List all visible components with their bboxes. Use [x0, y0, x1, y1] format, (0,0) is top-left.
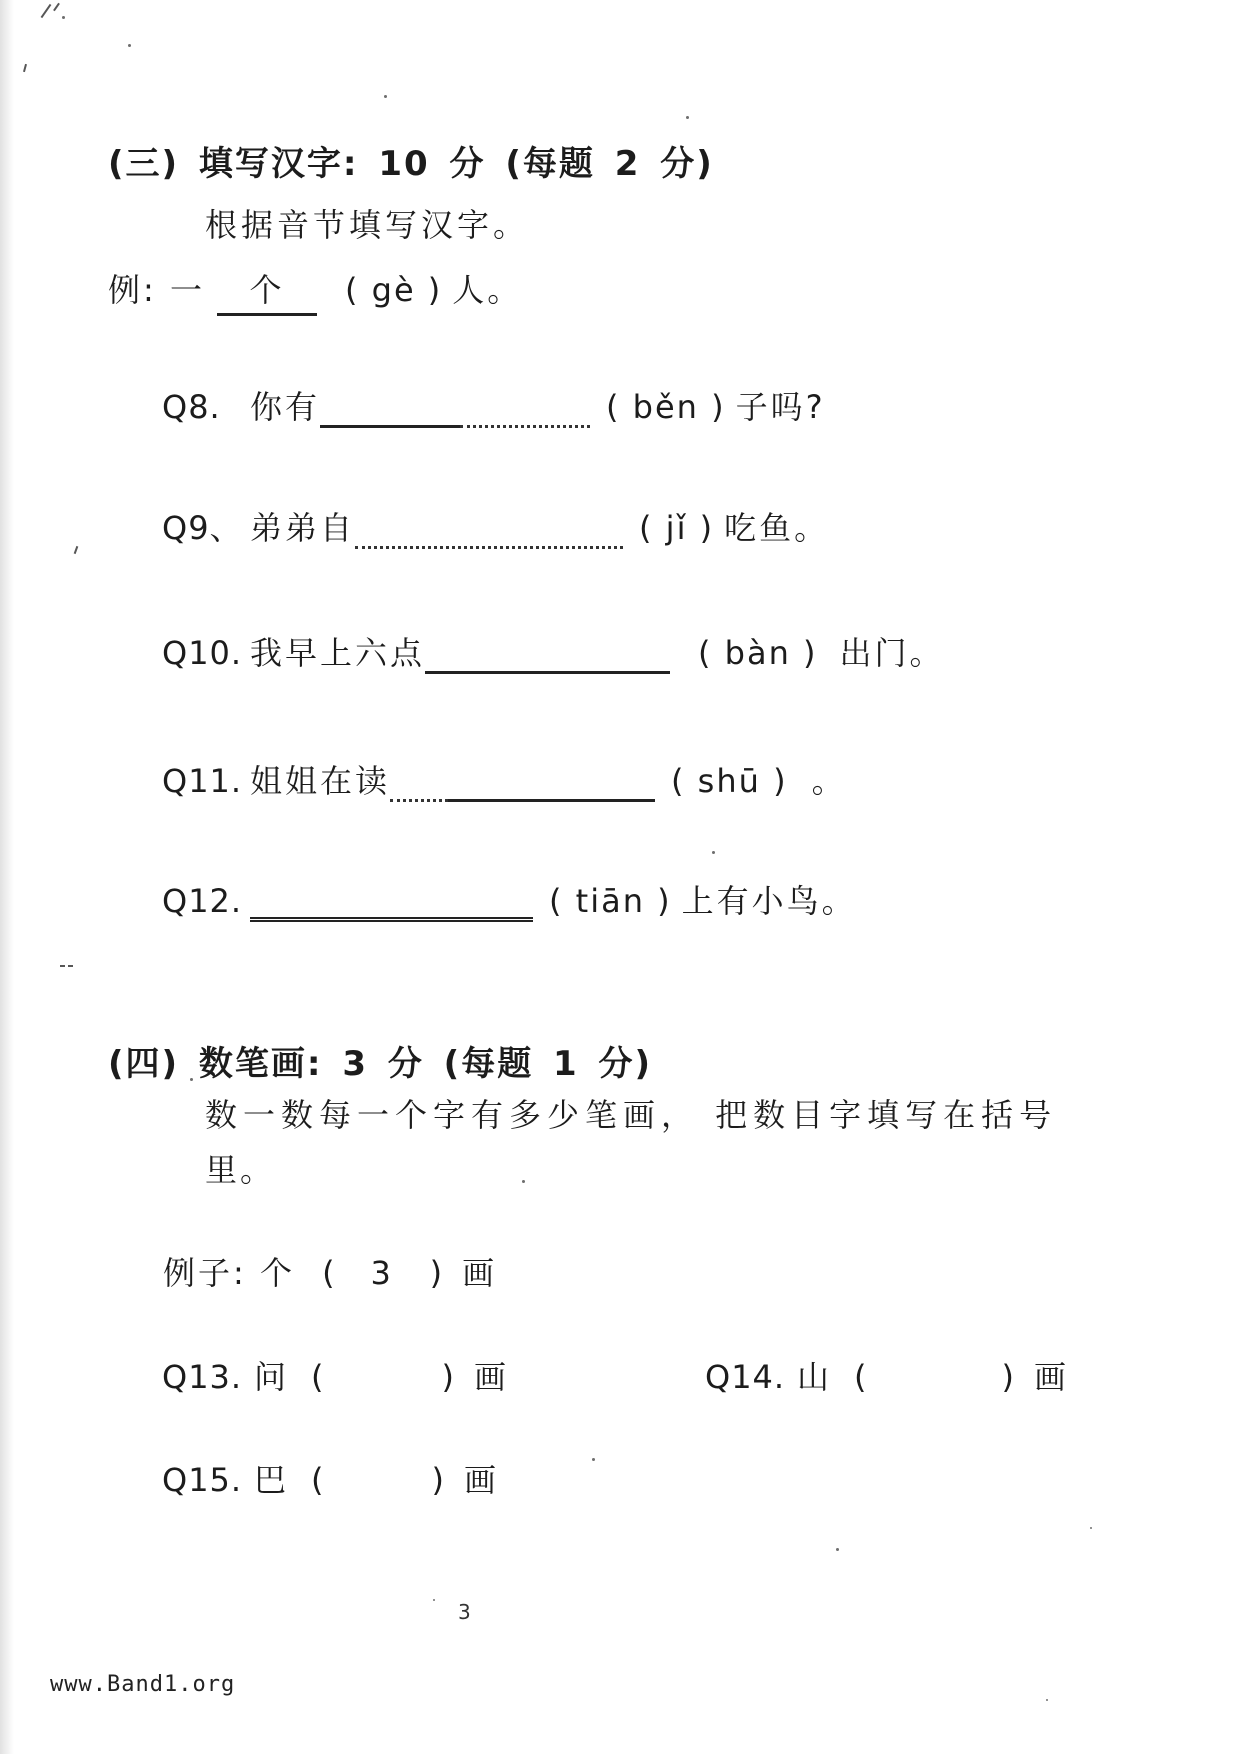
scan-artifact	[74, 546, 79, 554]
example-pinyin: ( gè )	[344, 271, 443, 309]
scan-speck	[522, 1180, 525, 1183]
stroke-unit: 画	[463, 1461, 499, 1499]
paren-close: )	[1001, 1358, 1014, 1396]
section3-instruction: 根据音节填写汉字。	[205, 206, 530, 244]
pinyin-hint: ( bàn )	[698, 634, 818, 672]
stroke-example-prefix: 例子: 个	[163, 1254, 295, 1292]
stroke-unit: 画	[1033, 1358, 1069, 1396]
question-number: Q10.	[162, 634, 243, 672]
question-number: Q8.	[162, 388, 221, 426]
stroke-question-row-q13	[162, 1352, 509, 1398]
stroke-unit: 画	[462, 1254, 498, 1292]
paren-open: (	[311, 1461, 324, 1499]
section4-instruction-line1: 数一数每一个字有多少笔画， 把数目字填写在括号	[205, 1096, 1058, 1134]
example-prefix: 例: 一	[108, 271, 205, 309]
question-pre-text: 弟弟自	[250, 509, 356, 547]
stroke-char: 山	[797, 1358, 833, 1396]
paren-open: (	[854, 1358, 867, 1396]
question-post-text: 吃鱼。	[724, 509, 830, 547]
question-post-text: 出门。	[839, 634, 945, 672]
question-pre-text: 你有	[250, 388, 321, 426]
stroke-question-row-q14	[705, 1352, 1069, 1398]
answer-blank	[390, 762, 655, 802]
pinyin-hint: ( shū )	[671, 762, 788, 800]
question-number: Q15.	[162, 1461, 243, 1499]
answer-blank	[320, 388, 590, 428]
question-number: Q11.	[162, 762, 243, 800]
pinyin-hint: ( běn )	[606, 388, 726, 426]
scan-speck	[1090, 1527, 1092, 1529]
question-row-q10	[162, 628, 945, 674]
scan-speck	[1046, 1699, 1048, 1701]
answer-blank	[355, 509, 623, 549]
question-row-q9	[162, 503, 829, 549]
scan-artifact	[41, 4, 52, 18]
question-row-q11	[162, 756, 847, 802]
stroke-example-line	[163, 1248, 497, 1294]
question-post-text: 子吗?	[735, 388, 826, 426]
pinyin-hint: ( jǐ )	[639, 509, 715, 547]
stroke-char: 问	[254, 1358, 290, 1396]
question-number: Q14.	[705, 1358, 786, 1396]
scan-speck	[128, 44, 131, 47]
section4-instruction-line2: 里。	[205, 1151, 276, 1189]
stroke-question-row-q15	[162, 1455, 499, 1501]
example-answer-underline: 个	[217, 265, 317, 316]
pinyin-hint: ( tiān )	[549, 882, 672, 920]
stroke-example-value: 3	[370, 1254, 394, 1292]
question-number: Q9、	[162, 509, 243, 547]
paren-open: (	[311, 1358, 324, 1396]
question-post-text: 。	[811, 762, 847, 800]
scan-speck	[592, 1458, 595, 1461]
section4-heading: (四) 数笔画: 3 分 (每题 1 分)	[108, 1044, 653, 1084]
scan-speck	[433, 1599, 435, 1601]
question-row-q8	[162, 382, 826, 428]
scan-artifact	[23, 64, 27, 72]
scan-artifact	[53, 3, 60, 12]
footer-url: www.Band1.org	[50, 1672, 236, 1697]
scan-speck	[62, 16, 65, 19]
scan-edge-shading	[0, 0, 14, 1754]
section3-heading: (三) 填写汉字: 10 分 (每题 2 分)	[108, 144, 714, 184]
question-post-text: 上有小鸟。	[681, 882, 857, 920]
scan-speck	[384, 95, 387, 98]
scan-artifact	[68, 965, 73, 967]
scan-speck	[836, 1548, 839, 1551]
paren-close: )	[441, 1358, 454, 1396]
paren-close: )	[431, 1461, 444, 1499]
question-number: Q13.	[162, 1358, 243, 1396]
question-pre-text: 我早上六点	[250, 634, 426, 672]
scan-speck	[712, 851, 715, 854]
question-pre-text: 姐姐在读	[250, 762, 391, 800]
stroke-char: 巴	[254, 1461, 290, 1499]
paren-open: (	[322, 1254, 335, 1292]
answer-blank	[250, 882, 533, 922]
question-number: Q12.	[162, 882, 243, 920]
example-line	[108, 265, 522, 316]
example-suffix: 人。	[452, 271, 523, 309]
page-number: 3	[458, 1600, 471, 1624]
question-row-q12	[162, 876, 857, 922]
stroke-unit: 画	[473, 1358, 509, 1396]
scan-speck	[686, 116, 689, 119]
paren-close: )	[429, 1254, 443, 1292]
scan-artifact	[60, 965, 65, 967]
answer-blank	[425, 634, 670, 674]
